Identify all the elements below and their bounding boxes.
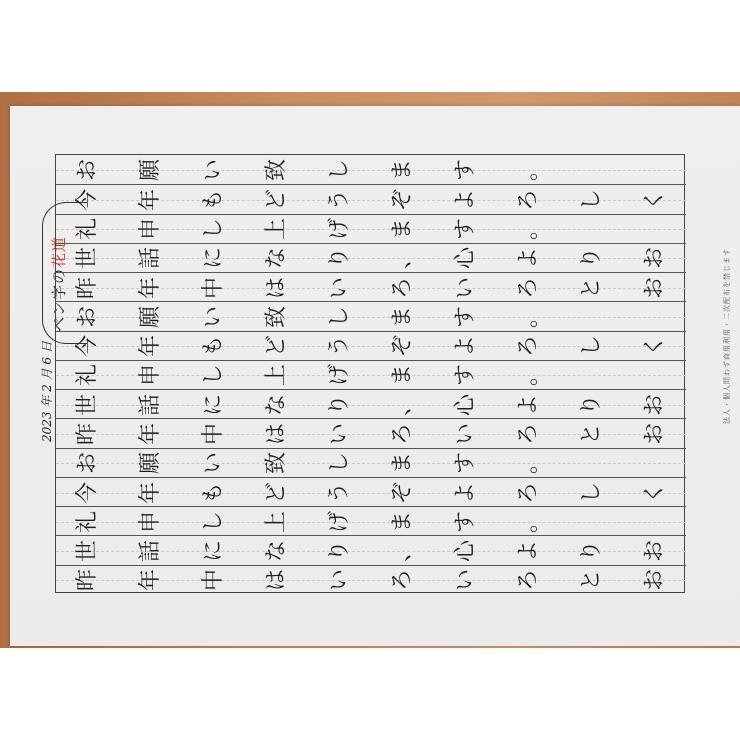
grid-char: い: [452, 569, 478, 592]
grid-char: り: [578, 247, 604, 270]
grid-char: ま: [389, 510, 415, 533]
grid-char: 昨: [74, 423, 100, 446]
grid-char: ま: [389, 158, 415, 181]
date-line: 2023 年 2 月 6 日: [40, 341, 54, 442]
grid-char: ぞ: [389, 481, 415, 504]
grid-char: い: [326, 276, 352, 299]
grid-char: 心: [452, 393, 478, 416]
grid-char: ろ: [515, 276, 541, 299]
grid-row: [56, 331, 686, 360]
grid-char: ろ: [515, 335, 541, 358]
grid-char: 世: [74, 393, 100, 416]
grid-char: 上: [263, 218, 289, 241]
grid-char: お: [74, 452, 100, 475]
grid-char: 、: [389, 247, 415, 270]
grid-row: [56, 360, 686, 389]
grid-char: く: [641, 481, 667, 504]
grid-char: ど: [263, 335, 289, 358]
grid-char: い: [200, 158, 226, 181]
grid-char: な: [263, 540, 289, 563]
grid-char: 。: [515, 364, 541, 387]
grid-char: 、: [389, 393, 415, 416]
grid-char: う: [326, 188, 352, 211]
grid-char: 上: [263, 510, 289, 533]
copyright-note: 法人・個人問わず商用利用・二次配布を禁じます: [723, 248, 731, 424]
grid-char: 年: [137, 188, 163, 211]
grid-char: く: [641, 188, 667, 211]
grid-char: い: [200, 305, 226, 328]
grid-char: い: [326, 423, 352, 446]
grid-char: ぞ: [389, 188, 415, 211]
grid-char: も: [200, 335, 226, 358]
grid-char: い: [326, 569, 352, 592]
grid-char: は: [263, 276, 289, 299]
grid-char: に: [200, 540, 226, 563]
grid-char: 。: [515, 452, 541, 475]
grid-char: し: [326, 305, 352, 328]
grid-char: し: [326, 452, 352, 475]
grid-char: り: [326, 247, 352, 270]
grid-row: [56, 389, 686, 418]
grid-char: す: [452, 305, 478, 328]
grid-char: り: [326, 540, 352, 563]
grid-row: [56, 477, 686, 506]
grid-char: い: [200, 452, 226, 475]
grid-char: と: [578, 423, 604, 446]
grid-char: 、: [389, 540, 415, 563]
grid-char: 礼: [74, 364, 100, 387]
grid-char: お: [641, 423, 667, 446]
grid-char: す: [452, 218, 478, 241]
grid-char: ろ: [515, 481, 541, 504]
grid-char: お: [74, 305, 100, 328]
grid-char: 話: [137, 393, 163, 416]
grid-char: 話: [137, 247, 163, 270]
grid-char: 。: [515, 218, 541, 241]
grid-char: 年: [137, 423, 163, 446]
grid-row: [56, 243, 686, 272]
grid-char: お: [641, 540, 667, 563]
grid-char: お: [74, 158, 100, 181]
grid-char: 致: [263, 158, 289, 181]
grid-char: 心: [452, 540, 478, 563]
grid-char: 申: [137, 218, 163, 241]
grid-char: よ: [515, 247, 541, 270]
grid-char: と: [578, 569, 604, 592]
grid-char: す: [452, 452, 478, 475]
grid-char: ろ: [389, 276, 415, 299]
grid-char: ど: [263, 188, 289, 211]
grid-char: 年: [137, 569, 163, 592]
grid-char: 願: [137, 158, 163, 181]
grid-char: 中: [200, 276, 226, 299]
grid-char: 礼: [74, 218, 100, 241]
grid-row: [56, 535, 686, 564]
grid-row: [56, 184, 686, 213]
grid-row: [56, 565, 686, 594]
grid-char: 致: [263, 452, 289, 475]
grid-char: は: [263, 569, 289, 592]
grid-char: な: [263, 393, 289, 416]
grid-char: ま: [389, 452, 415, 475]
grid-char: に: [200, 247, 226, 270]
grid-char: よ: [452, 188, 478, 211]
grid-char: り: [326, 393, 352, 416]
grid-char: し: [326, 158, 352, 181]
grid-char: り: [578, 540, 604, 563]
grid-char: 。: [515, 158, 541, 181]
grid-char: す: [452, 510, 478, 533]
grid-char: し: [578, 481, 604, 504]
grid-char: も: [200, 188, 226, 211]
grid-char: 致: [263, 305, 289, 328]
grid-char: ろ: [515, 423, 541, 446]
grid-char: 今: [74, 335, 100, 358]
grid-char: 年: [137, 481, 163, 504]
grid-char: う: [326, 481, 352, 504]
grid-char: よ: [452, 335, 478, 358]
grid-char: 。: [515, 305, 541, 328]
grid-char: 申: [137, 364, 163, 387]
grid-char: 話: [137, 540, 163, 563]
grid-char: と: [578, 276, 604, 299]
grid-char: い: [452, 423, 478, 446]
grid-char: 昨: [74, 276, 100, 299]
grid-char: 昨: [74, 569, 100, 592]
grid-char: し: [578, 335, 604, 358]
grid-char: 願: [137, 452, 163, 475]
grid-char: 世: [74, 540, 100, 563]
grid-char: ぞ: [389, 335, 415, 358]
grid-char: ま: [389, 364, 415, 387]
grid-char: 礼: [74, 510, 100, 533]
grid-char: 願: [137, 305, 163, 328]
grid-char: げ: [326, 218, 352, 241]
practice-sheet: [10, 106, 740, 646]
grid-char: ど: [263, 481, 289, 504]
grid-char: す: [452, 364, 478, 387]
grid-row: [56, 214, 686, 243]
grid-char: し: [200, 218, 226, 241]
sheet-title-main: ペン字の: [50, 267, 68, 332]
grid-char: ろ: [515, 569, 541, 592]
grid-row: [56, 272, 686, 301]
grid-char: し: [578, 188, 604, 211]
grid-char: り: [578, 393, 604, 416]
grid-char: す: [452, 158, 478, 181]
grid-char: 心: [452, 247, 478, 270]
grid-char: ま: [389, 218, 415, 241]
grid-char: も: [200, 481, 226, 504]
grid-char: 中: [200, 423, 226, 446]
grid-char: 。: [515, 510, 541, 533]
grid-char: 申: [137, 510, 163, 533]
grid-char: よ: [452, 481, 478, 504]
grid-row: [56, 448, 686, 477]
grid-char: 今: [74, 481, 100, 504]
grid-char: し: [200, 510, 226, 533]
grid-char: よ: [515, 540, 541, 563]
grid-row: [56, 506, 686, 535]
grid-row: [56, 418, 686, 447]
grid-char: は: [263, 423, 289, 446]
grid-char: 今: [74, 188, 100, 211]
grid-char: お: [641, 569, 667, 592]
grid-char: げ: [326, 510, 352, 533]
grid-char: に: [200, 393, 226, 416]
grid-row: [56, 155, 686, 184]
grid-char: い: [452, 276, 478, 299]
grid-char: な: [263, 247, 289, 270]
grid-char: ろ: [389, 569, 415, 592]
grid-char: し: [200, 364, 226, 387]
grid-char: 世: [74, 247, 100, 270]
grid-char: く: [641, 335, 667, 358]
sheet-title-accent: 花道: [50, 235, 68, 268]
grid-char: 上: [263, 364, 289, 387]
writing-grid: [55, 154, 685, 593]
grid-char: う: [326, 335, 352, 358]
grid-char: お: [641, 247, 667, 270]
grid-char: ろ: [515, 188, 541, 211]
grid-char: げ: [326, 364, 352, 387]
grid-row: [56, 301, 686, 330]
grid-char: お: [641, 276, 667, 299]
grid-char: ま: [389, 305, 415, 328]
grid-char: お: [641, 393, 667, 416]
grid-char: 年: [137, 276, 163, 299]
grid-char: 中: [200, 569, 226, 592]
grid-char: ろ: [389, 423, 415, 446]
grid-char: よ: [515, 393, 541, 416]
grid-char: 年: [137, 335, 163, 358]
